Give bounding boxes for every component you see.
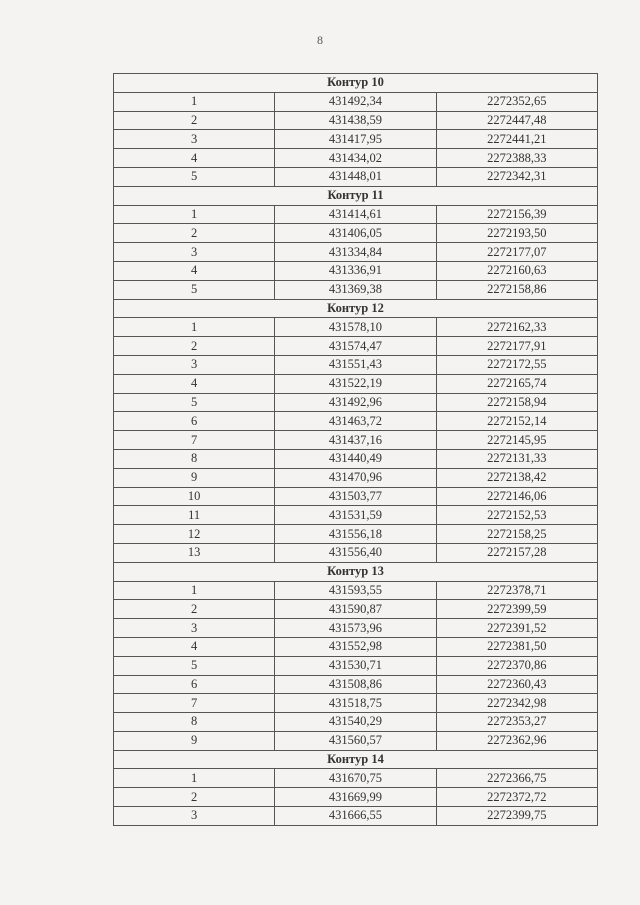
point-number-cell: 1 <box>114 205 275 224</box>
table-row <box>114 205 598 224</box>
table-row <box>114 374 598 393</box>
y-coordinate-cell: 2272160,63 <box>436 261 597 280</box>
table-row <box>114 167 598 186</box>
contour-heading-row <box>114 750 598 769</box>
table-row <box>114 355 598 374</box>
point-number-cell: 6 <box>114 675 275 694</box>
table-row <box>114 318 598 337</box>
x-coordinate-cell: 431531,59 <box>275 506 436 525</box>
x-coordinate-cell: 431438,59 <box>275 111 436 130</box>
point-number-cell: 6 <box>114 412 275 431</box>
x-coordinate-cell: 431508,86 <box>275 675 436 694</box>
contour-heading-row <box>114 186 598 205</box>
contour-title: Контур 13 <box>114 562 598 581</box>
y-coordinate-cell: 2272158,86 <box>436 280 597 299</box>
table-row <box>114 788 598 807</box>
point-number-cell: 13 <box>114 543 275 562</box>
x-coordinate-cell: 431552,98 <box>275 637 436 656</box>
table-row <box>114 243 598 262</box>
table-row <box>114 431 598 450</box>
point-number-cell: 4 <box>114 261 275 280</box>
y-coordinate-cell: 2272152,53 <box>436 506 597 525</box>
point-number-cell: 4 <box>114 374 275 393</box>
point-number-cell: 2 <box>114 224 275 243</box>
x-coordinate-cell: 431336,91 <box>275 261 436 280</box>
contour-title: Контур 14 <box>114 750 598 769</box>
table-row <box>114 637 598 656</box>
x-coordinate-cell: 431573,96 <box>275 619 436 638</box>
y-coordinate-cell: 2272372,72 <box>436 788 597 807</box>
x-coordinate-cell: 431434,02 <box>275 149 436 168</box>
table-row <box>114 468 598 487</box>
x-coordinate-cell: 431503,77 <box>275 487 436 506</box>
point-number-cell: 7 <box>114 431 275 450</box>
y-coordinate-cell: 2272146,06 <box>436 487 597 506</box>
y-coordinate-cell: 2272158,94 <box>436 393 597 412</box>
y-coordinate-cell: 2272391,52 <box>436 619 597 638</box>
point-number-cell: 5 <box>114 167 275 186</box>
x-coordinate-cell: 431334,84 <box>275 243 436 262</box>
table-row <box>114 769 598 788</box>
x-coordinate-cell: 431556,18 <box>275 525 436 544</box>
point-number-cell: 4 <box>114 149 275 168</box>
y-coordinate-cell: 2272342,98 <box>436 694 597 713</box>
y-coordinate-cell: 2272165,74 <box>436 374 597 393</box>
x-coordinate-cell: 431369,38 <box>275 280 436 299</box>
table-row <box>114 543 598 562</box>
point-number-cell: 4 <box>114 637 275 656</box>
contour-heading-row <box>114 299 598 318</box>
y-coordinate-cell: 2272342,31 <box>436 167 597 186</box>
y-coordinate-cell: 2272388,33 <box>436 149 597 168</box>
y-coordinate-cell: 2272362,96 <box>436 731 597 750</box>
x-coordinate-cell: 431590,87 <box>275 600 436 619</box>
table-row <box>114 713 598 732</box>
x-coordinate-cell: 431530,71 <box>275 656 436 675</box>
point-number-cell: 8 <box>114 713 275 732</box>
x-coordinate-cell: 431666,55 <box>275 807 436 826</box>
point-number-cell: 5 <box>114 656 275 675</box>
table-row <box>114 149 598 168</box>
x-coordinate-cell: 431593,55 <box>275 581 436 600</box>
y-coordinate-cell: 2272360,43 <box>436 675 597 694</box>
y-coordinate-cell: 2272399,59 <box>436 600 597 619</box>
x-coordinate-cell: 431522,19 <box>275 374 436 393</box>
y-coordinate-cell: 2272381,50 <box>436 637 597 656</box>
x-coordinate-cell: 431540,29 <box>275 713 436 732</box>
y-coordinate-cell: 2272162,33 <box>436 318 597 337</box>
table-row <box>114 412 598 431</box>
y-coordinate-cell: 2272441,21 <box>436 130 597 149</box>
contour-heading-row <box>114 74 598 93</box>
point-number-cell: 9 <box>114 468 275 487</box>
x-coordinate-cell: 431574,47 <box>275 337 436 356</box>
table-row <box>114 130 598 149</box>
table-row <box>114 600 598 619</box>
point-number-cell: 5 <box>114 393 275 412</box>
y-coordinate-cell: 2272366,75 <box>436 769 597 788</box>
y-coordinate-cell: 2272177,07 <box>436 243 597 262</box>
x-coordinate-cell: 431492,96 <box>275 393 436 412</box>
point-number-cell: 12 <box>114 525 275 544</box>
table-row <box>114 807 598 826</box>
table-row <box>114 261 598 280</box>
y-coordinate-cell: 2272370,86 <box>436 656 597 675</box>
y-coordinate-cell: 2272152,14 <box>436 412 597 431</box>
table-row <box>114 92 598 111</box>
point-number-cell: 1 <box>114 769 275 788</box>
page-number: 8 <box>317 33 323 47</box>
y-coordinate-cell: 2272138,42 <box>436 468 597 487</box>
table-row <box>114 280 598 299</box>
point-number-cell: 5 <box>114 280 275 299</box>
x-coordinate-cell: 431670,75 <box>275 769 436 788</box>
x-coordinate-cell: 431440,49 <box>275 449 436 468</box>
y-coordinate-cell: 2272156,39 <box>436 205 597 224</box>
y-coordinate-cell: 2272399,75 <box>436 807 597 826</box>
contour-title: Контур 11 <box>114 186 598 205</box>
table-row <box>114 506 598 525</box>
point-number-cell: 10 <box>114 487 275 506</box>
y-coordinate-cell: 2272353,27 <box>436 713 597 732</box>
table-row <box>114 393 598 412</box>
x-coordinate-cell: 431437,16 <box>275 431 436 450</box>
x-coordinate-cell: 431492,34 <box>275 92 436 111</box>
point-number-cell: 1 <box>114 581 275 600</box>
table-row <box>114 675 598 694</box>
y-coordinate-cell: 2272158,25 <box>436 525 597 544</box>
point-number-cell: 1 <box>114 318 275 337</box>
point-number-cell: 2 <box>114 788 275 807</box>
y-coordinate-cell: 2272131,33 <box>436 449 597 468</box>
table-row <box>114 656 598 675</box>
x-coordinate-cell: 431417,95 <box>275 130 436 149</box>
y-coordinate-cell: 2272378,71 <box>436 581 597 600</box>
point-number-cell: 3 <box>114 130 275 149</box>
point-number-cell: 8 <box>114 449 275 468</box>
contour-heading-row <box>114 562 598 581</box>
x-coordinate-cell: 431406,05 <box>275 224 436 243</box>
table-row <box>114 224 598 243</box>
table-row <box>114 619 598 638</box>
point-number-cell: 3 <box>114 243 275 262</box>
x-coordinate-cell: 431556,40 <box>275 543 436 562</box>
table-row <box>114 337 598 356</box>
table-row <box>114 449 598 468</box>
point-number-cell: 9 <box>114 731 275 750</box>
x-coordinate-cell: 431463,72 <box>275 412 436 431</box>
y-coordinate-cell: 2272145,95 <box>436 431 597 450</box>
table-row <box>114 525 598 544</box>
y-coordinate-cell: 2272193,50 <box>436 224 597 243</box>
contour-title: Контур 10 <box>114 74 598 93</box>
table-row <box>114 581 598 600</box>
y-coordinate-cell: 2272447,48 <box>436 111 597 130</box>
y-coordinate-cell: 2272352,65 <box>436 92 597 111</box>
point-number-cell: 3 <box>114 355 275 374</box>
x-coordinate-cell: 431448,01 <box>275 167 436 186</box>
y-coordinate-cell: 2272172,55 <box>436 355 597 374</box>
point-number-cell: 2 <box>114 337 275 356</box>
x-coordinate-cell: 431560,57 <box>275 731 436 750</box>
coordinates-table <box>113 73 598 826</box>
point-number-cell: 11 <box>114 506 275 525</box>
point-number-cell: 2 <box>114 111 275 130</box>
x-coordinate-cell: 431470,96 <box>275 468 436 487</box>
x-coordinate-cell: 431551,43 <box>275 355 436 374</box>
x-coordinate-cell: 431518,75 <box>275 694 436 713</box>
point-number-cell: 7 <box>114 694 275 713</box>
table-row <box>114 731 598 750</box>
table-row <box>114 694 598 713</box>
point-number-cell: 3 <box>114 619 275 638</box>
y-coordinate-cell: 2272177,91 <box>436 337 597 356</box>
x-coordinate-cell: 431578,10 <box>275 318 436 337</box>
point-number-cell: 3 <box>114 807 275 826</box>
contour-title: Контур 12 <box>114 299 598 318</box>
x-coordinate-cell: 431669,99 <box>275 788 436 807</box>
x-coordinate-cell: 431414,61 <box>275 205 436 224</box>
y-coordinate-cell: 2272157,28 <box>436 543 597 562</box>
table-row <box>114 111 598 130</box>
table-row <box>114 487 598 506</box>
point-number-cell: 2 <box>114 600 275 619</box>
point-number-cell: 1 <box>114 92 275 111</box>
